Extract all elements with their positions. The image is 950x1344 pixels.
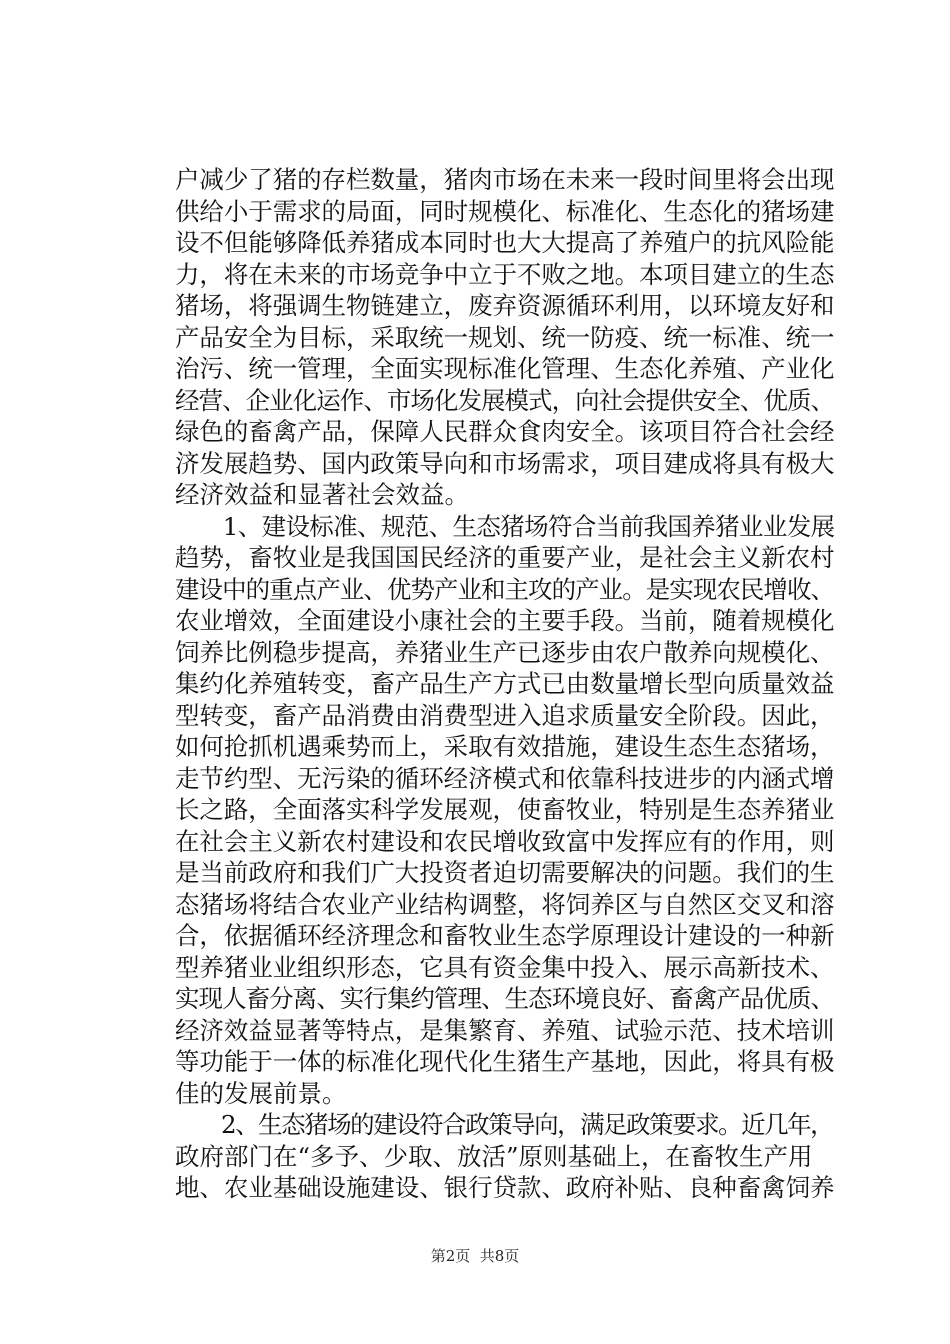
text-line: 供给小于需求的局面，同时规模化、标准化、生态化的猪场建 — [175, 196, 835, 226]
text-line: 政府部门在“多予、少取、放活”原则基础上，在畜牧生产用 — [175, 1141, 813, 1171]
text-line: 在社会主义新农村建设和农民增收致富中发挥应有的作用，则 — [175, 826, 835, 856]
body-text — [175, 164, 835, 1204]
text-line: 是当前政府和我们广大投资者迫切需要解决的问题。我们的生 — [175, 858, 835, 887]
text-line: 户减少了猪的存栏数量，猪肉市场在未来一段时间里将会出现 — [175, 165, 835, 194]
text-line: 治污、统一管理，全面实现标准化管理、生态化养殖、产业化 — [175, 354, 835, 383]
text-line: 济发展趋势、国内政策导向和市场需求，项目建成将具有极大 — [175, 448, 835, 478]
text-line: 猪场，将强调生物链建立，废弃资源循环利用，以环境友好和 — [175, 291, 835, 320]
text-line: 如何抢抓机遇乘势而上，采取有效措施，建设生态生态猪场， — [175, 732, 835, 761]
text-line: 等功能于一体的标准化现代化生猪生产基地，因此，将具有极 — [175, 1047, 835, 1076]
text-line: 饲养比例稳步提高，养猪业生产已逐步由农户散养向规模化、 — [175, 637, 835, 667]
text-line: 实现人畜分离、实行集约管理、生态环境良好、畜禽产品优质、 — [175, 984, 835, 1013]
text-line: 走节约型、无污染的循环经济模式和依靠科技进步的内涵式增 — [175, 763, 835, 793]
text-line: 绿色的畜禽产品，保障人民群众食肉安全。该项目符合社会经 — [175, 417, 835, 446]
text-line: 2、生态猪场的建设符合政策导向，满足政策要求。近几年， — [175, 1110, 834, 1139]
text-line: 合，依据循环经济理念和畜牧业生态学原理设计建设的一种新 — [175, 921, 835, 950]
page-footer — [0, 1246, 950, 1266]
text-line: 经济效益和显著社会效益。 — [175, 480, 469, 509]
text-line: 型转变，畜产品消费由消费型进入追求质量安全阶段。因此， — [175, 700, 835, 730]
text-line: 佳的发展前景。 — [175, 1078, 347, 1108]
text-line: 设不但能够降低养猪成本同时也大大提高了养殖户的抗风险能 — [175, 228, 835, 257]
text-line: 建设中的重点产业、优势产业和主攻的产业。是实现农民增收、 — [175, 574, 835, 604]
text-line: 经营、企业化运作、市场化发展模式，向社会提供安全、优质、 — [175, 385, 835, 415]
text-line: 力，将在未来的市场竞争中立于不败之地。本项目建立的生态 — [175, 259, 835, 289]
page-number: 第2页 共8页 — [430, 1247, 520, 1265]
text-line: 趋势，畜牧业是我国国民经济的重要产业，是社会主义新农村 — [175, 543, 835, 572]
text-line: 型养猪业业组织形态，它具有资金集中投入、展示高新技术、 — [175, 952, 835, 982]
text-line: 地、农业基础设施建设、银行贷款、政府补贴、良种畜禽饲养 — [175, 1173, 835, 1202]
text-line: 态猪场将结合农业产业结构调整，将饲养区与自然区交叉和溶 — [175, 889, 835, 919]
text-line: 1、建设标准、规范、生态猪场符合当前我国养猪业业发展 — [175, 511, 835, 541]
text-line: 农业增效，全面建设小康社会的主要手段。当前，随着规模化 — [175, 606, 835, 635]
text-line: 产品安全为目标，采取统一规划、统一防疫、统一标准、统一 — [175, 322, 835, 352]
text-line: 长之路，全面落实科学发展观，使畜牧业，特别是生态养猪业 — [175, 795, 835, 824]
text-line: 经济效益显著等特点，是集繁育、养殖、试验示范、技术培训 — [175, 1015, 835, 1045]
text-line: 集约化养殖转变，畜产品生产方式已由数量增长型向质量效益 — [175, 669, 835, 698]
